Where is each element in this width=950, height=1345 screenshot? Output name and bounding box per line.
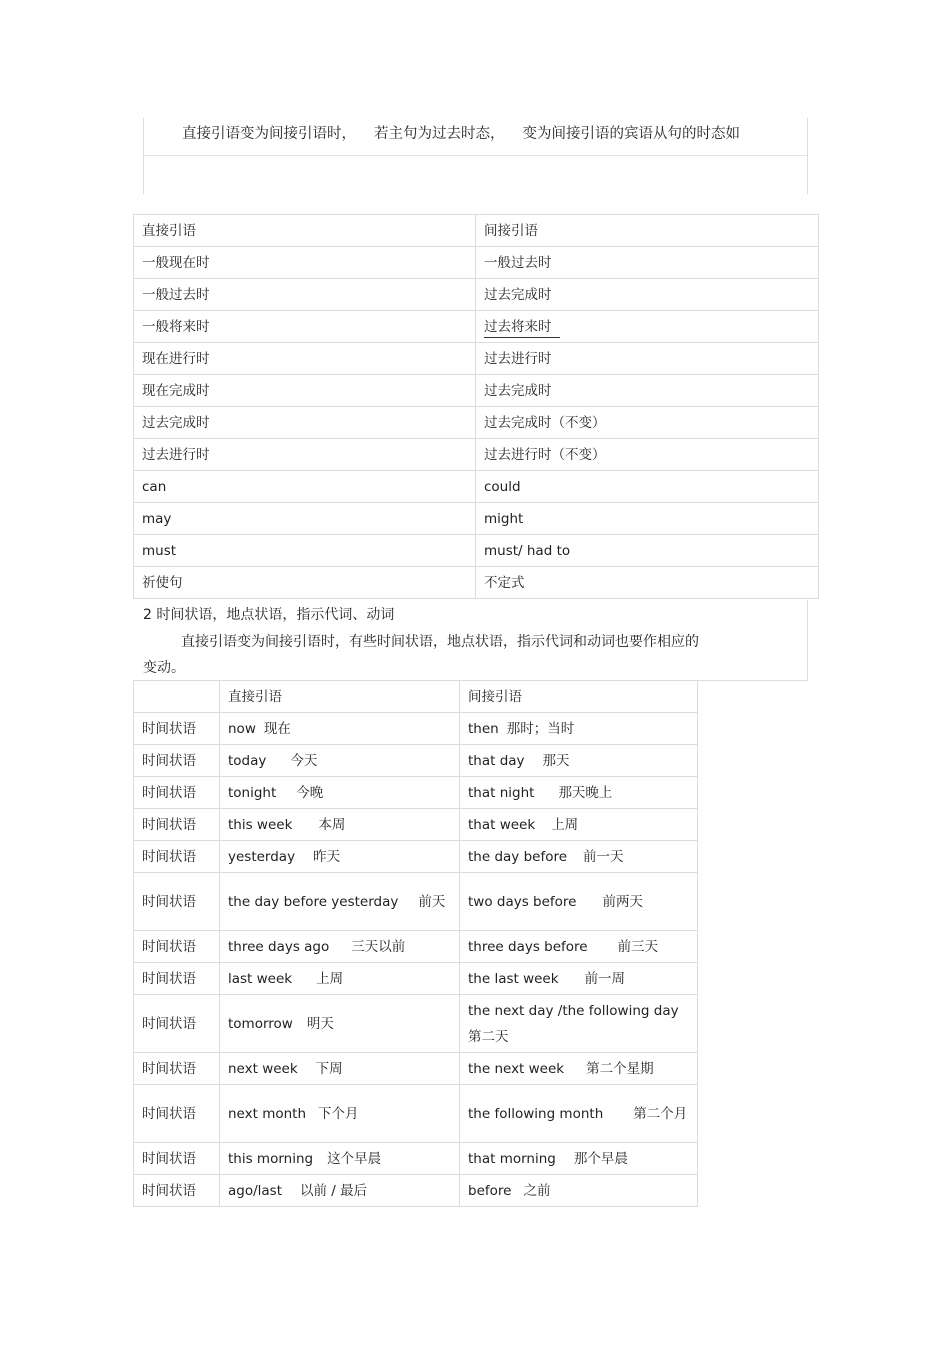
direct-english: the day before yesterday bbox=[228, 893, 399, 910]
direct-tense: 一般将来时 bbox=[134, 311, 476, 343]
indirect-chinese: 前三天 bbox=[617, 938, 659, 955]
direct-expression bbox=[220, 1053, 460, 1085]
direct-chinese: 本周 bbox=[318, 816, 346, 833]
direct-chinese: 今天 bbox=[290, 752, 318, 769]
adverb-type: 时间状语 bbox=[134, 1143, 220, 1175]
indirect-expression bbox=[460, 713, 698, 745]
direct-english: three days ago bbox=[228, 938, 330, 955]
indirect-chinese: 前一天 bbox=[583, 848, 624, 865]
table-row bbox=[134, 407, 819, 439]
indirect-expression bbox=[460, 931, 698, 963]
table-row bbox=[134, 1143, 698, 1175]
table-row bbox=[134, 567, 819, 599]
indirect-expression bbox=[460, 1143, 698, 1175]
header-indirect: 间接引语 bbox=[476, 215, 819, 247]
table-row bbox=[134, 745, 698, 777]
table-row bbox=[134, 931, 698, 963]
direct-chinese: 明天 bbox=[306, 1015, 334, 1032]
direct-tense: 一般现在时 bbox=[134, 247, 476, 279]
direct-english: this week bbox=[228, 816, 293, 833]
indirect-tense: 过去完成时（不变） bbox=[476, 407, 819, 439]
direct-english: this morning bbox=[228, 1150, 314, 1167]
indirect-tense: 不定式 bbox=[476, 567, 819, 599]
indirect-tense: 一般过去时 bbox=[476, 247, 819, 279]
adverb-table bbox=[133, 680, 698, 1207]
adverb-type: 时间状语 bbox=[134, 841, 220, 873]
direct-chinese: 昨天 bbox=[313, 848, 341, 865]
tense-table bbox=[133, 214, 819, 599]
direct-tense: 现在进行时 bbox=[134, 343, 476, 375]
direct-tense: 过去进行时 bbox=[134, 439, 476, 471]
adverb-type: 时间状语 bbox=[134, 1175, 220, 1207]
direct-english: next week bbox=[228, 1060, 298, 1077]
intro-part-2: 若主句为过去时态， bbox=[374, 126, 505, 142]
table-row bbox=[134, 1085, 698, 1143]
indirect-tense: could bbox=[476, 471, 819, 503]
indirect-english: before bbox=[468, 1182, 512, 1199]
direct-expression bbox=[220, 1143, 460, 1175]
indirect-tense bbox=[476, 311, 819, 343]
direct-english: next month bbox=[228, 1105, 307, 1122]
table-row bbox=[134, 777, 698, 809]
direct-expression bbox=[220, 777, 460, 809]
direct-chinese: 以前 / 最后 bbox=[300, 1182, 368, 1199]
direct-expression bbox=[220, 995, 460, 1053]
indirect-chinese: 那天 bbox=[542, 752, 570, 769]
indirect-expression bbox=[460, 777, 698, 809]
direct-chinese: 前天 bbox=[418, 893, 446, 910]
adverb-type: 时间状语 bbox=[134, 713, 220, 745]
indirect-english: that morning bbox=[468, 1150, 556, 1167]
table-row bbox=[134, 503, 819, 535]
intro-part-1: 直接引语变为间接引语时， bbox=[182, 126, 356, 142]
direct-expression bbox=[220, 1175, 460, 1207]
adverb-type: 时间状语 bbox=[134, 931, 220, 963]
intro-sentence bbox=[182, 122, 740, 143]
direct-expression bbox=[220, 931, 460, 963]
direct-english: yesterday bbox=[228, 848, 296, 865]
table-row bbox=[134, 439, 819, 471]
indirect-expression bbox=[460, 873, 698, 931]
direct-expression bbox=[220, 873, 460, 931]
indirect-tense-text: 过去将来时 bbox=[484, 319, 560, 338]
direct-chinese: 今晚 bbox=[296, 784, 324, 801]
direct-expression bbox=[220, 713, 460, 745]
indirect-tense: must/ had to bbox=[476, 535, 819, 567]
section-paragraph-line-1: 直接引语变为间接引语时，有些时间状语，地点状语，指示代词和动词也要作相应的 bbox=[181, 634, 699, 650]
indirect-chinese: 那天晚上 bbox=[558, 784, 613, 801]
indirect-expression bbox=[460, 809, 698, 841]
table-row bbox=[134, 343, 819, 375]
indirect-english: the next week bbox=[468, 1060, 565, 1077]
direct-english: last week bbox=[228, 970, 293, 987]
indirect-chinese: 第二个星期 bbox=[586, 1060, 654, 1077]
direct-tense: 现在完成时 bbox=[134, 375, 476, 407]
table-row bbox=[134, 809, 698, 841]
indirect-chinese: 前一周 bbox=[584, 970, 626, 987]
table-header-row bbox=[134, 681, 698, 713]
table-row bbox=[134, 963, 698, 995]
table-row bbox=[134, 713, 698, 745]
indirect-english: then bbox=[468, 720, 499, 737]
direct-chinese: 这个早晨 bbox=[327, 1150, 382, 1167]
direct-expression bbox=[220, 809, 460, 841]
adverb-type: 时间状语 bbox=[134, 873, 220, 931]
direct-expression bbox=[220, 963, 460, 995]
indirect-english: the following month bbox=[468, 1105, 604, 1122]
direct-chinese: 下周 bbox=[315, 1060, 343, 1077]
direct-expression bbox=[220, 1085, 460, 1143]
direct-english: tomorrow bbox=[228, 1015, 293, 1032]
direct-english: now bbox=[228, 720, 256, 737]
table-row bbox=[134, 471, 819, 503]
indirect-expression bbox=[460, 995, 698, 1053]
indirect-tense: 过去完成时 bbox=[476, 375, 819, 407]
indirect-english: that week bbox=[468, 816, 536, 833]
adverb-type: 时间状语 bbox=[134, 963, 220, 995]
direct-english: ago/last bbox=[228, 1182, 282, 1199]
indirect-expression bbox=[460, 841, 698, 873]
direct-chinese: 上周 bbox=[316, 970, 344, 987]
adverb-type: 时间状语 bbox=[134, 745, 220, 777]
table-row bbox=[134, 873, 698, 931]
table-row bbox=[134, 995, 698, 1053]
indirect-expression bbox=[460, 1175, 698, 1207]
direct-tense: may bbox=[134, 503, 476, 535]
header-direct: 直接引语 bbox=[134, 215, 476, 247]
indirect-chinese: 那时；当时 bbox=[506, 720, 575, 737]
indirect-english: that night bbox=[468, 784, 535, 801]
section-heading: 2 时间状语，地点状语，指示代词、动词 bbox=[143, 607, 395, 623]
indirect-english: the next day /the following day bbox=[468, 1002, 679, 1019]
indirect-expression bbox=[460, 1085, 698, 1143]
header-indirect: 间接引语 bbox=[460, 681, 698, 713]
direct-chinese: 现在 bbox=[263, 720, 291, 737]
indirect-tense: 过去进行时（不变） bbox=[476, 439, 819, 471]
indirect-chinese: 第二天 bbox=[468, 1028, 509, 1045]
adverb-type: 时间状语 bbox=[134, 1053, 220, 1085]
table-row bbox=[134, 311, 819, 343]
section-2 bbox=[143, 600, 808, 681]
indirect-tense: 过去完成时 bbox=[476, 279, 819, 311]
adverb-type: 时间状语 bbox=[134, 809, 220, 841]
indirect-english: three days before bbox=[468, 938, 588, 955]
table-row bbox=[134, 1175, 698, 1207]
direct-english: tonight bbox=[228, 784, 277, 801]
direct-english: today bbox=[228, 752, 267, 769]
table-row bbox=[134, 375, 819, 407]
table-row bbox=[134, 535, 819, 567]
indirect-chinese: 前两天 bbox=[602, 893, 643, 910]
indirect-tense: 过去进行时 bbox=[476, 343, 819, 375]
indirect-expression bbox=[460, 745, 698, 777]
indirect-chinese: 之前 bbox=[523, 1182, 551, 1199]
direct-expression bbox=[220, 745, 460, 777]
indirect-tense: might bbox=[476, 503, 819, 535]
intro-divider bbox=[144, 155, 807, 156]
indirect-english: the day before bbox=[468, 848, 568, 865]
direct-chinese: 下个月 bbox=[318, 1105, 359, 1122]
indirect-english: two days before bbox=[468, 893, 577, 910]
section-paragraph-line-2: 变动。 bbox=[143, 660, 185, 676]
indirect-expression bbox=[460, 963, 698, 995]
direct-chinese: 三天以前 bbox=[351, 938, 406, 955]
intro-part-3: 变为间接引语的宾语从句的时态如 bbox=[522, 126, 740, 142]
table-row bbox=[134, 247, 819, 279]
table-header-row bbox=[134, 215, 819, 247]
direct-tense: 祈使句 bbox=[134, 567, 476, 599]
table-row bbox=[134, 279, 819, 311]
indirect-english: that day bbox=[468, 752, 525, 769]
table-row bbox=[134, 841, 698, 873]
adverb-type: 时间状语 bbox=[134, 777, 220, 809]
header-type bbox=[134, 681, 220, 713]
indirect-english: the last week bbox=[468, 970, 559, 987]
header-direct: 直接引语 bbox=[220, 681, 460, 713]
adverb-type: 时间状语 bbox=[134, 1085, 220, 1143]
direct-expression bbox=[220, 841, 460, 873]
indirect-chinese: 那个早晨 bbox=[573, 1150, 628, 1167]
table-row bbox=[134, 1053, 698, 1085]
indirect-chinese: 第二个月 bbox=[633, 1105, 688, 1122]
direct-tense: can bbox=[134, 471, 476, 503]
indirect-chinese: 上周 bbox=[551, 816, 579, 833]
adverb-type: 时间状语 bbox=[134, 995, 220, 1053]
direct-tense: 过去完成时 bbox=[134, 407, 476, 439]
intro-box bbox=[143, 118, 808, 194]
indirect-expression bbox=[460, 1053, 698, 1085]
direct-tense: 一般过去时 bbox=[134, 279, 476, 311]
direct-tense: must bbox=[134, 535, 476, 567]
